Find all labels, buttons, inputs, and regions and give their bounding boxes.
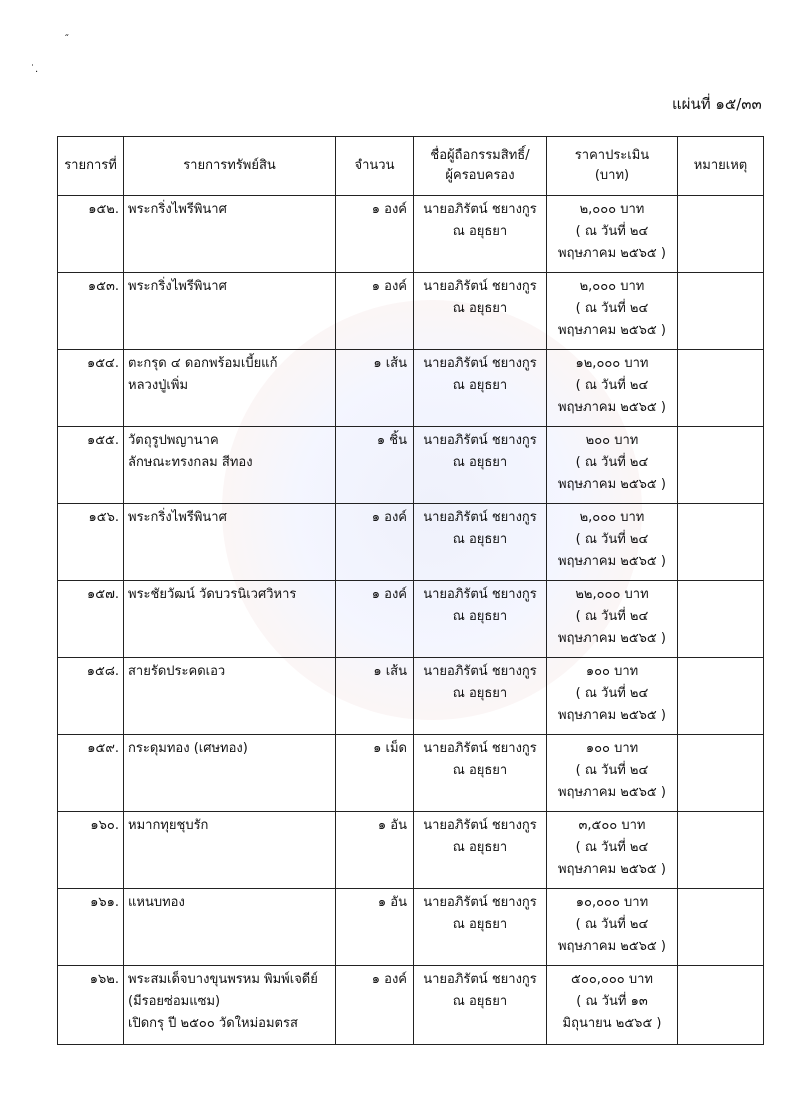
page-number: แผ่นที่ ๑๕/๓๓ bbox=[672, 95, 762, 113]
row-item-line: กระดุมทอง (เศษทอง) bbox=[128, 741, 248, 756]
row-owner-line: ณ อยุธยา bbox=[452, 994, 508, 1009]
row-price bbox=[547, 504, 678, 581]
row-owner-line: ณ อยุธยา bbox=[452, 532, 508, 547]
row-item bbox=[124, 966, 336, 1045]
row-item-line: วัตถุรูปพญานาค bbox=[128, 433, 219, 448]
row-owner-line: ณ อยุธยา bbox=[452, 609, 508, 624]
row-note bbox=[678, 427, 764, 504]
col-header-owner bbox=[414, 137, 547, 196]
row-price-line: ๒,๐๐๐ บาท bbox=[579, 510, 645, 525]
col-header-price-line2: (บาท) bbox=[594, 168, 630, 183]
table-row bbox=[58, 966, 764, 1045]
col-header-note: หมายเหตุ bbox=[678, 137, 764, 196]
row-price-line: ( ณ วันที่ ๑๓ bbox=[576, 994, 648, 1009]
row-item bbox=[124, 658, 336, 735]
row-quantity: ๑ องค์ bbox=[336, 196, 414, 273]
table-row bbox=[58, 812, 764, 889]
row-price-line: ( ณ วันที่ ๒๔ bbox=[575, 455, 649, 470]
row-note bbox=[678, 196, 764, 273]
row-owner-line: นายอภิรัตน์ ชยางกูร bbox=[423, 356, 537, 371]
row-owner-line: ณ อยุธยา bbox=[452, 224, 508, 239]
table-row bbox=[58, 658, 764, 735]
row-note bbox=[678, 735, 764, 812]
row-owner-line: นายอภิรัตน์ ชยางกูร bbox=[423, 587, 537, 602]
row-item bbox=[124, 196, 336, 273]
row-price-line: ( ณ วันที่ ๒๔ bbox=[575, 840, 649, 855]
row-price-line: ๒๒,๐๐๐ บาท bbox=[575, 587, 649, 602]
row-note bbox=[678, 889, 764, 966]
row-note bbox=[678, 350, 764, 427]
col-header-qty: จำนวน bbox=[336, 137, 414, 196]
row-price-line: ๑๒,๐๐๐ บาท bbox=[575, 356, 649, 371]
row-owner bbox=[414, 889, 547, 966]
row-price-line: พฤษภาคม ๒๕๖๕ ) bbox=[558, 862, 666, 877]
col-header-owner-line2: ผู้ครอบครอง bbox=[445, 168, 515, 183]
row-price bbox=[547, 966, 678, 1045]
row-price bbox=[547, 273, 678, 350]
row-price-line: ๑๐๐ บาท bbox=[585, 664, 639, 679]
row-owner-line: ณ อยุธยา bbox=[452, 763, 508, 778]
row-price-line: ( ณ วันที่ ๒๔ bbox=[575, 378, 649, 393]
row-note bbox=[678, 504, 764, 581]
col-header-price bbox=[547, 137, 678, 196]
row-price-line: พฤษภาคม ๒๕๖๕ ) bbox=[558, 939, 666, 954]
row-owner-line: ณ อยุธยา bbox=[452, 455, 508, 470]
row-price bbox=[547, 889, 678, 966]
row-number: ๑๕๕. bbox=[58, 427, 124, 504]
row-owner bbox=[414, 735, 547, 812]
row-owner-line: นายอภิรัตน์ ชยางกูร bbox=[423, 279, 537, 294]
row-owner bbox=[414, 658, 547, 735]
asset-table bbox=[57, 136, 764, 1045]
row-quantity: ๑ เส้น bbox=[336, 350, 414, 427]
row-item bbox=[124, 273, 336, 350]
row-owner-line: ณ อยุธยา bbox=[452, 301, 508, 316]
row-item bbox=[124, 735, 336, 812]
row-quantity: ๑ เม็ด bbox=[336, 735, 414, 812]
row-number: ๑๕๙. bbox=[58, 735, 124, 812]
row-owner-line: นายอภิรัตน์ ชยางกูร bbox=[423, 741, 537, 756]
row-number: ๑๖๒. bbox=[58, 966, 124, 1045]
row-quantity: ๑ องค์ bbox=[336, 273, 414, 350]
row-price-line: ( ณ วันที่ ๒๔ bbox=[575, 686, 649, 701]
row-price bbox=[547, 196, 678, 273]
row-price-line: พฤษภาคม ๒๕๖๕ ) bbox=[558, 554, 666, 569]
table-row bbox=[58, 581, 764, 658]
row-owner-line: นายอภิรัตน์ ชยางกูร bbox=[423, 202, 537, 217]
row-price-line: ( ณ วันที่ ๒๔ bbox=[575, 224, 649, 239]
row-price bbox=[547, 735, 678, 812]
row-owner bbox=[414, 504, 547, 581]
table-row bbox=[58, 735, 764, 812]
row-quantity: ๑ ชิ้น bbox=[336, 427, 414, 504]
table-row bbox=[58, 196, 764, 273]
row-note bbox=[678, 658, 764, 735]
row-price bbox=[547, 658, 678, 735]
row-price-line: พฤษภาคม ๒๕๖๕ ) bbox=[558, 400, 666, 415]
row-owner-line: นายอภิรัตน์ ชยางกูร bbox=[423, 895, 537, 910]
row-item bbox=[124, 350, 336, 427]
row-note bbox=[678, 273, 764, 350]
row-item bbox=[124, 889, 336, 966]
row-owner bbox=[414, 966, 547, 1045]
row-item-line: พระสมเด็จบางขุนพรหม พิมพ์เจดีย์ bbox=[128, 972, 318, 987]
row-owner-line: ณ อยุธยา bbox=[452, 840, 508, 855]
row-item-line: หลวงปู่เพิ่ม bbox=[128, 378, 189, 393]
row-item-line: พระกริ่งไพรีพินาศ bbox=[128, 279, 227, 294]
table-row bbox=[58, 889, 764, 966]
row-price-line: ๑๐,๐๐๐ บาท bbox=[575, 895, 649, 910]
row-item bbox=[124, 504, 336, 581]
row-note bbox=[678, 581, 764, 658]
row-price-line: พฤษภาคม ๒๕๖๕ ) bbox=[558, 477, 666, 492]
col-header-price-line1: ราคาประเมิน bbox=[574, 148, 650, 163]
row-item-line: หมากทุยชุบรัก bbox=[128, 818, 209, 833]
row-number: ๑๖๐. bbox=[58, 812, 124, 889]
row-price-line: ๓,๕๐๐ บาท bbox=[578, 818, 646, 833]
row-item bbox=[124, 812, 336, 889]
row-number: ๑๕๘. bbox=[58, 658, 124, 735]
row-price-line: ( ณ วันที่ ๒๔ bbox=[575, 763, 649, 778]
row-price-line: ( ณ วันที่ ๒๔ bbox=[575, 609, 649, 624]
row-item-line: พระชัยวัฒน์ วัดบวรนิเวศวิหาร bbox=[128, 587, 297, 602]
table-header-row bbox=[58, 137, 764, 196]
table-row bbox=[58, 427, 764, 504]
row-item-line: สายรัดประคดเอว bbox=[128, 664, 226, 679]
row-owner-line: นายอภิรัตน์ ชยางกูร bbox=[423, 510, 537, 525]
row-owner-line: ณ อยุธยา bbox=[452, 917, 508, 932]
row-quantity: ๑ องค์ bbox=[336, 966, 414, 1045]
row-item-line: เปิดกรุ ปี ๒๕๐๐ วัดใหม่อมตรส bbox=[128, 1016, 298, 1031]
row-price bbox=[547, 581, 678, 658]
row-number: ๑๕๔. bbox=[58, 350, 124, 427]
scan-speck: ˝ bbox=[64, 34, 69, 45]
row-price-line: ๒,๐๐๐ บาท bbox=[579, 279, 645, 294]
row-number: ๑๕๒. bbox=[58, 196, 124, 273]
row-note bbox=[678, 966, 764, 1045]
col-header-item: รายการทรัพย์สิน bbox=[124, 137, 336, 196]
row-price-line: มิถุนายน ๒๕๖๕ ) bbox=[562, 1016, 662, 1031]
row-owner bbox=[414, 427, 547, 504]
row-price-line: พฤษภาคม ๒๕๖๕ ) bbox=[558, 323, 666, 338]
row-item bbox=[124, 427, 336, 504]
table-row bbox=[58, 273, 764, 350]
row-price-line: ( ณ วันที่ ๒๔ bbox=[575, 301, 649, 316]
row-price-line: ( ณ วันที่ ๒๔ bbox=[575, 532, 649, 547]
row-price-line: พฤษภาคม ๒๕๖๕ ) bbox=[558, 246, 666, 261]
row-item-line: (มีรอยซ่อมแซม) bbox=[128, 994, 221, 1009]
row-item-line: พระกริ่งไพรีพินาศ bbox=[128, 510, 227, 525]
row-owner bbox=[414, 273, 547, 350]
row-price-line: ( ณ วันที่ ๒๔ bbox=[575, 917, 649, 932]
row-price bbox=[547, 812, 678, 889]
row-price-line: พฤษภาคม ๒๕๖๕ ) bbox=[558, 708, 666, 723]
row-item-line: พระกริ่งไพรีพินาศ bbox=[128, 202, 227, 217]
row-owner bbox=[414, 196, 547, 273]
row-price-line: พฤษภาคม ๒๕๖๕ ) bbox=[558, 631, 666, 646]
row-owner-line: นายอภิรัตน์ ชยางกูร bbox=[423, 818, 537, 833]
table-row bbox=[58, 504, 764, 581]
row-quantity: ๑ อัน bbox=[336, 889, 414, 966]
row-price-line: ๕๐๐,๐๐๐ บาท bbox=[571, 972, 653, 987]
row-owner bbox=[414, 581, 547, 658]
scan-speck: ˙. bbox=[30, 64, 39, 75]
table-row bbox=[58, 350, 764, 427]
row-price-line: ๒๐๐ บาท bbox=[585, 433, 639, 448]
row-owner-line: นายอภิรัตน์ ชยางกูร bbox=[423, 433, 537, 448]
row-owner-line: ณ อยุธยา bbox=[452, 378, 508, 393]
row-price-line: ๒,๐๐๐ บาท bbox=[579, 202, 645, 217]
row-item-line: ตะกรุด ๔ ดอกพร้อมเบี้ยแก้ bbox=[128, 356, 278, 371]
row-note bbox=[678, 812, 764, 889]
row-item-line: แหนบทอง bbox=[128, 895, 185, 910]
row-owner-line: ณ อยุธยา bbox=[452, 686, 508, 701]
row-price-line: พฤษภาคม ๒๕๖๕ ) bbox=[558, 785, 666, 800]
col-header-owner-line1: ชื่อผู้ถือกรรมสิทธิ์/ bbox=[430, 148, 530, 163]
row-number: ๑๕๖. bbox=[58, 504, 124, 581]
row-owner-line: นายอภิรัตน์ ชยางกูร bbox=[423, 972, 537, 987]
row-quantity: ๑ องค์ bbox=[336, 504, 414, 581]
row-number: ๑๖๑. bbox=[58, 889, 124, 966]
row-quantity: ๑ องค์ bbox=[336, 581, 414, 658]
row-owner bbox=[414, 350, 547, 427]
row-price bbox=[547, 350, 678, 427]
col-header-no: รายการที่ bbox=[58, 137, 124, 196]
row-number: ๑๕๗. bbox=[58, 581, 124, 658]
row-price bbox=[547, 427, 678, 504]
row-owner-line: นายอภิรัตน์ ชยางกูร bbox=[423, 664, 537, 679]
row-number: ๑๕๓. bbox=[58, 273, 124, 350]
row-owner bbox=[414, 812, 547, 889]
row-price-line: ๑๐๐ บาท bbox=[585, 741, 639, 756]
row-item bbox=[124, 581, 336, 658]
row-item-line: ลักษณะทรงกลม สีทอง bbox=[128, 455, 253, 470]
row-quantity: ๑ อัน bbox=[336, 812, 414, 889]
row-quantity: ๑ เส้น bbox=[336, 658, 414, 735]
